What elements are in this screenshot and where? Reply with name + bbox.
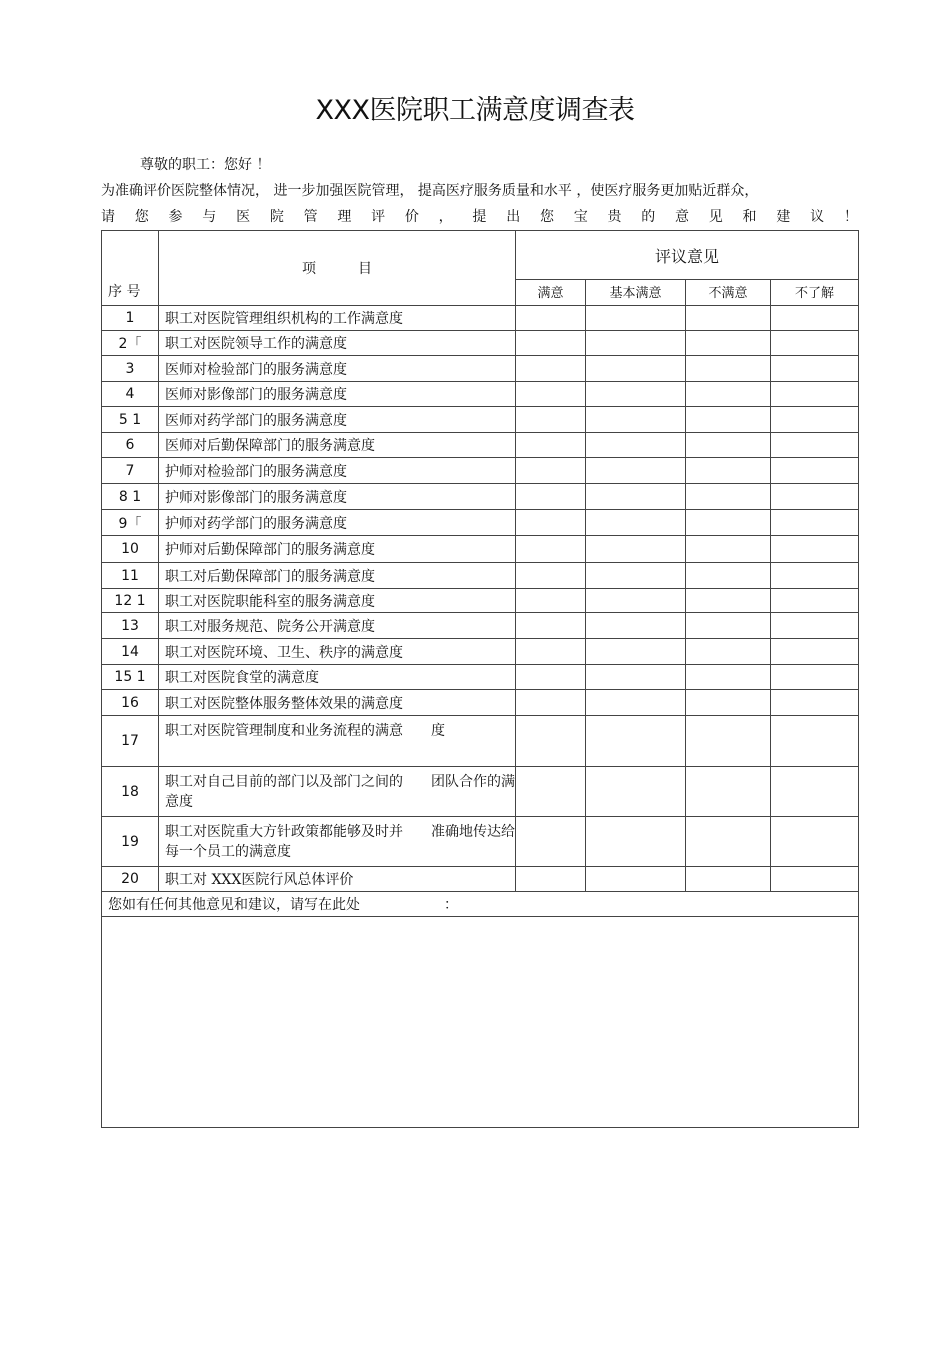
rating-cell-unknown[interactable] [771,716,859,767]
row-item: 职工对服务规范、院务公开满意度 [159,613,516,639]
option-unknown: 不了解 [771,280,859,306]
rating-cell-dissatisfied[interactable] [686,306,771,331]
rating-cell-dissatisfied[interactable] [686,589,771,613]
intro-char: 参 [168,209,183,225]
rating-cell-satisfied[interactable] [516,458,586,484]
row-number: 11 [102,563,159,589]
rating-cell-basically-satisfied[interactable] [586,817,686,867]
row-number: 18 [102,767,159,817]
intro-line-1: 为准确评价医院整体情况， 进一步加强医院管理， 提高医疗服务质量和水平 ，使医疗服务更加贴近群众， [101,183,759,199]
intro-char: ！ [843,209,858,225]
rating-cell-basically-satisfied[interactable] [586,589,686,613]
rating-cell-satisfied[interactable] [516,639,586,665]
rating-cell-dissatisfied[interactable] [686,458,771,484]
intro-line-2 [101,206,858,226]
intro-char: ， [438,209,453,225]
header-item: 项 目 [159,231,516,306]
rating-cell-basically-satisfied[interactable] [586,563,686,589]
table-row [102,458,859,484]
rating-cell-unknown[interactable] [771,690,859,716]
rating-cell-satisfied[interactable] [516,536,586,563]
intro-char: 建 [776,209,791,225]
table-row [102,382,859,407]
rating-cell-satisfied[interactable] [516,589,586,613]
intro-char: 议 [810,209,825,225]
table-row [102,536,859,563]
rating-cell-unknown[interactable] [771,382,859,407]
rating-cell-unknown[interactable] [771,356,859,382]
intro-char: 贵 [607,209,622,225]
greeting: 尊敬的职工：您好 ！ [140,157,271,173]
rating-cell-dissatisfied[interactable] [686,356,771,382]
comment-label: 您如有任何其他意见和建议，请写在此处 ： [102,892,859,917]
intro-char: 宝 [573,209,588,225]
rating-cell-satisfied[interactable] [516,407,586,433]
table-row [102,356,859,382]
rating-cell-unknown[interactable] [771,563,859,589]
rating-cell-basically-satisfied[interactable] [586,382,686,407]
rating-cell-dissatisfied[interactable] [686,613,771,639]
rating-cell-satisfied[interactable] [516,484,586,510]
intro-char: 您 [134,209,149,225]
rating-cell-basically-satisfied[interactable] [586,356,686,382]
rating-cell-unknown[interactable] [771,589,859,613]
header-no: 序 号 [102,231,159,306]
row-number: 15 1 [102,665,159,690]
comment-input-area[interactable] [102,917,859,1128]
intro-char: 管 [303,209,318,225]
row-number: 12 1 [102,589,159,613]
table-row [102,331,859,356]
table-row [102,690,859,716]
rating-cell-satisfied[interactable] [516,613,586,639]
rating-cell-basically-satisfied[interactable] [586,484,686,510]
table-row [102,665,859,690]
row-item: 护师对药学部门的服务满意度 [159,510,516,536]
rating-cell-dissatisfied[interactable] [686,716,771,767]
rating-cell-basically-satisfied[interactable] [586,690,686,716]
table-row [102,867,859,892]
rating-cell-basically-satisfied[interactable] [586,665,686,690]
row-item: 医师对药学部门的服务满意度 [159,407,516,433]
rating-cell-unknown[interactable] [771,867,859,892]
rating-cell-basically-satisfied[interactable] [586,613,686,639]
rating-cell-satisfied[interactable] [516,510,586,536]
table-row [102,306,859,331]
rating-cell-basically-satisfied[interactable] [586,306,686,331]
row-item: 医师对检验部门的服务满意度 [159,356,516,382]
row-item: 职工对医院重大方针政策都能够及时并 准确地传达给每一个员工的满意度 [159,817,516,867]
row-number: 10 [102,536,159,563]
table-row [102,716,859,767]
header-opinion: 评议意见 [516,231,859,280]
rating-cell-satisfied[interactable] [516,665,586,690]
table-row [102,817,859,867]
row-number: 8 1 [102,484,159,510]
rating-cell-dissatisfied[interactable] [686,817,771,867]
row-item: 职工对医院管理制度和业务流程的满意 度 [159,716,516,767]
rating-cell-dissatisfied[interactable] [686,639,771,665]
rating-cell-satisfied[interactable] [516,331,586,356]
row-item: 医师对影像部门的服务满意度 [159,382,516,407]
rating-cell-dissatisfied[interactable] [686,767,771,817]
rating-cell-basically-satisfied[interactable] [586,510,686,536]
table-row [102,563,859,589]
row-item: 职工对自己目前的部门以及部门之间的 团队合作的满意度 [159,767,516,817]
option-satisfied: 满意 [516,280,586,306]
row-number: 6 [102,433,159,458]
intro-char: 见 [708,209,723,225]
row-item: 职工对医院食堂的满意度 [159,665,516,690]
rating-cell-basically-satisfied[interactable] [586,867,686,892]
row-item: 护师对影像部门的服务满意度 [159,484,516,510]
rating-cell-satisfied[interactable] [516,867,586,892]
rating-cell-basically-satisfied[interactable] [586,458,686,484]
rating-cell-unknown[interactable] [771,817,859,867]
rating-cell-unknown[interactable] [771,510,859,536]
rating-cell-dissatisfied[interactable] [686,665,771,690]
table-row [102,613,859,639]
table-row [102,639,859,665]
row-item: 医师对后勤保障部门的服务满意度 [159,433,516,458]
rating-cell-satisfied[interactable] [516,433,586,458]
intro-char: 提 [472,209,487,225]
intro-char: 评 [371,209,386,225]
rating-cell-unknown[interactable] [771,536,859,563]
rating-cell-basically-satisfied[interactable] [586,639,686,665]
row-item: 职工对后勤保障部门的服务满意度 [159,563,516,589]
row-item: 职工对医院职能科室的服务满意度 [159,589,516,613]
rating-cell-unknown[interactable] [771,484,859,510]
rating-cell-satisfied[interactable] [516,563,586,589]
rating-cell-satisfied[interactable] [516,356,586,382]
rating-cell-dissatisfied[interactable] [686,484,771,510]
intro-char: 理 [337,209,352,225]
rating-cell-basically-satisfied[interactable] [586,331,686,356]
row-item: 职工对医院整体服务整体效果的满意度 [159,690,516,716]
rating-cell-unknown[interactable] [771,613,859,639]
rating-cell-basically-satisfied[interactable] [586,536,686,563]
page-title: XXX医院职工满意度调查表 [315,95,635,126]
rating-cell-dissatisfied[interactable] [686,382,771,407]
rating-cell-unknown[interactable] [771,433,859,458]
row-number: 9「 [102,510,159,536]
intro-char: 院 [269,209,284,225]
rating-cell-satisfied[interactable] [516,306,586,331]
row-number: 14 [102,639,159,665]
row-number: 17 [102,716,159,767]
rating-cell-dissatisfied[interactable] [686,331,771,356]
rating-cell-dissatisfied[interactable] [686,690,771,716]
row-number: 1 [102,306,159,331]
rating-cell-satisfied[interactable] [516,716,586,767]
rating-cell-dissatisfied[interactable] [686,563,771,589]
row-number: 7 [102,458,159,484]
intro-char: 与 [202,209,217,225]
row-item: 职工对 XXX医院行风总体评价 [159,867,516,892]
intro-char: 出 [506,209,521,225]
rating-cell-dissatisfied[interactable] [686,407,771,433]
rating-cell-dissatisfied[interactable] [686,867,771,892]
table-row [102,510,859,536]
rating-cell-unknown[interactable] [771,407,859,433]
row-number: 2「 [102,331,159,356]
table-row [102,589,859,613]
intro-char: 价 [404,209,419,225]
row-number: 3 [102,356,159,382]
row-number: 13 [102,613,159,639]
rating-cell-unknown[interactable] [771,639,859,665]
table-row [102,767,859,817]
rating-cell-basically-satisfied[interactable] [586,433,686,458]
rating-cell-unknown[interactable] [771,665,859,690]
row-number: 19 [102,817,159,867]
rating-cell-satisfied[interactable] [516,690,586,716]
rating-cell-basically-satisfied[interactable] [586,716,686,767]
intro-char: 您 [539,209,554,225]
table-row [102,407,859,433]
rating-cell-unknown[interactable] [771,306,859,331]
row-item: 护师对后勤保障部门的服务满意度 [159,536,516,563]
rating-cell-unknown[interactable] [771,331,859,356]
intro-char: 的 [641,209,656,225]
survey-table [101,230,859,1128]
rating-cell-unknown[interactable] [771,458,859,484]
intro-char: 和 [742,209,757,225]
option-basically-satisfied: 基本满意 [586,280,686,306]
row-item: 职工对医院管理组织机构的工作满意度 [159,306,516,331]
intro-char: 意 [675,209,690,225]
rating-cell-basically-satisfied[interactable] [586,767,686,817]
row-number: 20 [102,867,159,892]
rating-cell-dissatisfied[interactable] [686,510,771,536]
option-dissatisfied: 不满意 [686,280,771,306]
row-item: 护师对检验部门的服务满意度 [159,458,516,484]
rating-cell-dissatisfied[interactable] [686,433,771,458]
intro-char: 医 [236,209,251,225]
row-number: 4 [102,382,159,407]
rating-cell-satisfied[interactable] [516,382,586,407]
rating-cell-dissatisfied[interactable] [686,536,771,563]
rating-cell-satisfied[interactable] [516,767,586,817]
row-number: 16 [102,690,159,716]
table-row [102,433,859,458]
rating-cell-basically-satisfied[interactable] [586,407,686,433]
table-row [102,484,859,510]
row-number: 5 1 [102,407,159,433]
rating-cell-unknown[interactable] [771,767,859,817]
row-item: 职工对医院领导工作的满意度 [159,331,516,356]
intro-char: 请 [101,209,115,225]
row-item: 职工对医院环境、卫生、秩序的满意度 [159,639,516,665]
rating-cell-satisfied[interactable] [516,817,586,867]
